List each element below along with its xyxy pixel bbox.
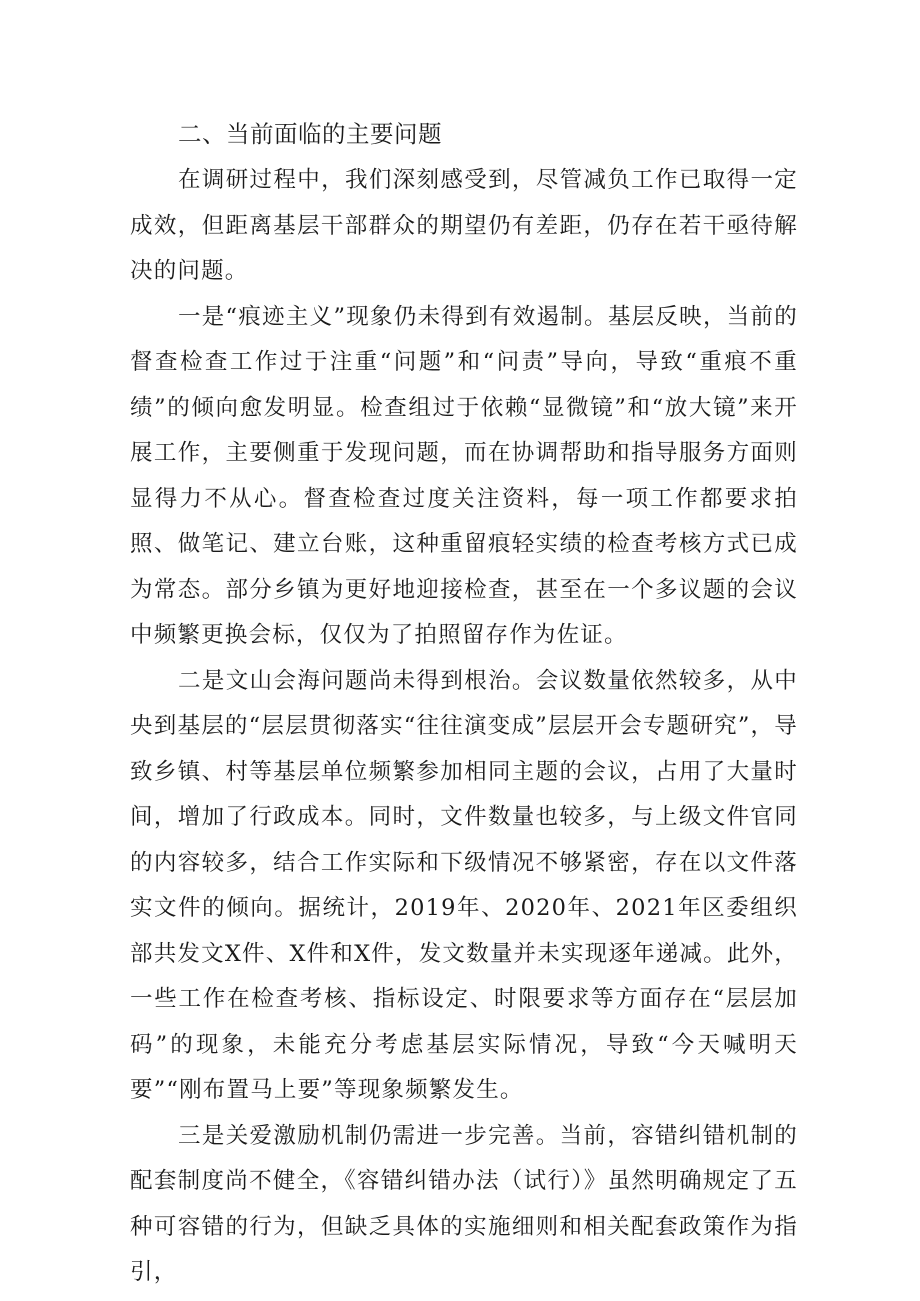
paragraph-intro: 在调研过程中，我们深刻感受到，尽管减负工作已取得一定成效，但距离基层干部群众的期望仍有差距，仍存在若干亟待解决的问题。 [130, 167, 798, 284]
document-page [130, 112, 798, 1296]
section-heading: 二、当前面临的主要问题 [178, 120, 442, 148]
paragraph-issue-2: 二是文山会海问题尚未得到根治。会议数量依然较多，从中央到基层的“层层贯彻落实“往往演变成”层层开会专题研究”，导致乡镇、村等基层单位频繁参加相同主题的会议，占用了大量时间，增加了行政成本。同时，文件数量也较多，与上级文件官同的内容较多，结合工作实际和下级情况不够紧密，存在以文件落实文件的倾向。据统计，2019年、2020年、2021年区委组织部共发文X件、X件和X件，发文数量并未实现逐年递减。此外，一些工作在检查考核、指标设定、时限要求等方面存在“层层加码”的现象，未能充分考虑基层实际情况，导致“今天喊明天要”“刚布置马上要”等现象频繁发生。 [130, 667, 798, 1103]
paragraph-issue-3: 三是关爱激励机制仍需进一步完善。当前，容错纠错机制的配套制度尚不健全，《容错纠错办法（试行）》虽然明确规定了五种可容错的行为，但缺乏具体的实施细则和相关配套政策作为指引， [130, 1122, 798, 1285]
paragraph-issue-1: 一是“痕迹主义”现象仍未得到有效遏制。基层反映，当前的督查检查工作过于注重“问题”和“问责”导向，导致“重痕不重绩”的倾向愈发明显。检查组过于依赖“显微镜”和“放大镜”来开展工作，主要侧重于发现问题，而在协调帮助和指导服务方面则显得力不从心。督查检查过度关注资料，每一项工作都要求拍照、做笔记、建立台账，这种重留痕轻实绩的检查考核方式已成为常态。部分乡镇为更好地迎接检查，甚至在一个多议题的会议中频繁更换会标，仅仅为了拍照留存作为佐证。 [130, 303, 798, 648]
